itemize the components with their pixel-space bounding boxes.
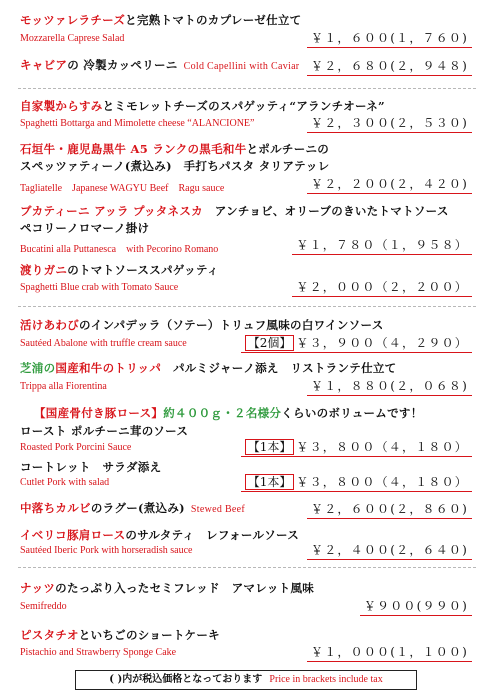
item-name-en: Semifreddo bbox=[20, 601, 67, 612]
tax-note-jp: ( )内が税込価格となっております bbox=[109, 674, 263, 685]
divider bbox=[18, 567, 476, 568]
quantity-tag: 【2個】 bbox=[245, 335, 295, 351]
item-price: ￥２，４００(２，６４０) bbox=[307, 541, 472, 560]
item-name-en: Sautéed Iberic Pork with horseradish sauce bbox=[20, 545, 193, 556]
quantity-tag: 【1本】 bbox=[245, 474, 295, 490]
roast-name-jp: ロースト ポルチーニ茸のソース bbox=[20, 424, 189, 438]
roast-name-en: Roasted Pork Porcini Sauce bbox=[20, 442, 132, 453]
cutlet-price: 【1本】 ￥３，８００（４，１８０） bbox=[241, 473, 472, 492]
item-name-jp-line2: ペコリーノロマーノ掛け bbox=[20, 221, 150, 235]
item-name-jp: ナッツのたっぷり入ったセミフレッド アマレット風味 bbox=[20, 581, 315, 595]
item-name-en: Pistachio and Strawberry Sponge Cake bbox=[20, 647, 177, 658]
item-price: ￥９００(９９０) bbox=[360, 597, 472, 616]
item-name-jp: ブカティーニ アッラ プッタネスカ アンチョビ、オリーブのきいたトマトソース bbox=[20, 204, 449, 218]
item-price: ￥１，６００(１，７６０) bbox=[307, 29, 472, 48]
item-price: 【2個】 ￥３，９００（４，２９０） bbox=[241, 334, 472, 353]
item-price: ￥１，７８０（１，９５８） bbox=[292, 236, 472, 255]
item-name-jp: ピスタチオといちごのショートケーキ bbox=[20, 628, 220, 642]
item-name-jp: 自家製からすみとミモレットチーズのスパゲッティ“アランチオーネ” bbox=[20, 99, 385, 113]
item-price: ￥１，８８０(２，０６８) bbox=[307, 377, 472, 396]
item-name-en: Spaghetti Blue crab with Tomato Sauce bbox=[20, 282, 179, 293]
roast-price: 【1本】 ￥３，８００（４，１８０） bbox=[241, 438, 472, 457]
item-price: ￥２，６８０(２，９４８) bbox=[307, 57, 472, 76]
item-name-jp: 芝浦の国産和牛のトリッパ パルミジャーノ添え リストランテ仕立て bbox=[20, 361, 397, 375]
item-name-jp: 中落ちカルビのラグー(煮込み) Stewed Beef bbox=[20, 501, 246, 515]
item-name-jp: モッツァレラチーズと完熟トマトのカプレーゼ仕立て bbox=[20, 13, 302, 27]
item-name-jp-line2: スペッツァティーノ(煮込み) 手打ちパスタ タリアテッレ bbox=[20, 159, 330, 173]
item-price: ￥２，３００(２，５３０) bbox=[307, 114, 472, 133]
cutlet-name-en: Cutlet Pork with salad bbox=[20, 477, 110, 488]
item-name-jp: 渡りガニのトマトソーススパゲッティ bbox=[20, 263, 219, 277]
pork-heading: 【国産骨付き豚ロース】約４００ｇ・２名様分くらいのボリュームです！ bbox=[34, 406, 423, 420]
item-name-jp: キャビアの 冷製カッペリーニ Cold Capellini with Caviar bbox=[20, 58, 300, 72]
item-price: ￥２，０００（２，２００） bbox=[292, 278, 472, 297]
item-name-jp: イベリコ豚肩ロースのサルタティ レフォールソース bbox=[20, 528, 300, 542]
item-name-en: Mozzarella Caprese Salad bbox=[20, 33, 125, 44]
item-price: ￥２，２００(２，４２０) bbox=[307, 175, 472, 194]
cutlet-name-jp: コートレット サラダ添え bbox=[20, 460, 162, 474]
item-price: ￥１，０００(１，１００) bbox=[307, 643, 472, 662]
item-name-en: Spaghetti Bottarga and Mimolette cheese “ALANCIONE” bbox=[20, 118, 255, 129]
item-name-en: Tagliatelle Japanese WAGYU Beef Ragu sauce bbox=[20, 183, 225, 194]
tax-note-en: Price in brackets include tax bbox=[269, 674, 383, 685]
item-name-jp: 石垣牛・鹿児島黒牛 A5 ランクの黒毛和牛とポルチーニの bbox=[20, 142, 330, 156]
item-name-jp: 活けあわびのインパデッラ（ソテー）トリュフ風味の白ワインソース bbox=[20, 318, 384, 332]
quantity-tag: 【1本】 bbox=[245, 439, 295, 455]
item-price: ￥２，６００(２，８６０) bbox=[307, 500, 472, 519]
item-name-en: Bucatini alla Puttanesca with Pecorino Romano bbox=[20, 244, 219, 255]
tax-note bbox=[75, 670, 417, 690]
item-name-en: Trippa alla Fiorentina bbox=[20, 381, 107, 392]
item-name-en: Sautéed Abalone with truffle cream sauce bbox=[20, 338, 187, 349]
divider bbox=[18, 88, 476, 89]
divider bbox=[18, 306, 476, 307]
